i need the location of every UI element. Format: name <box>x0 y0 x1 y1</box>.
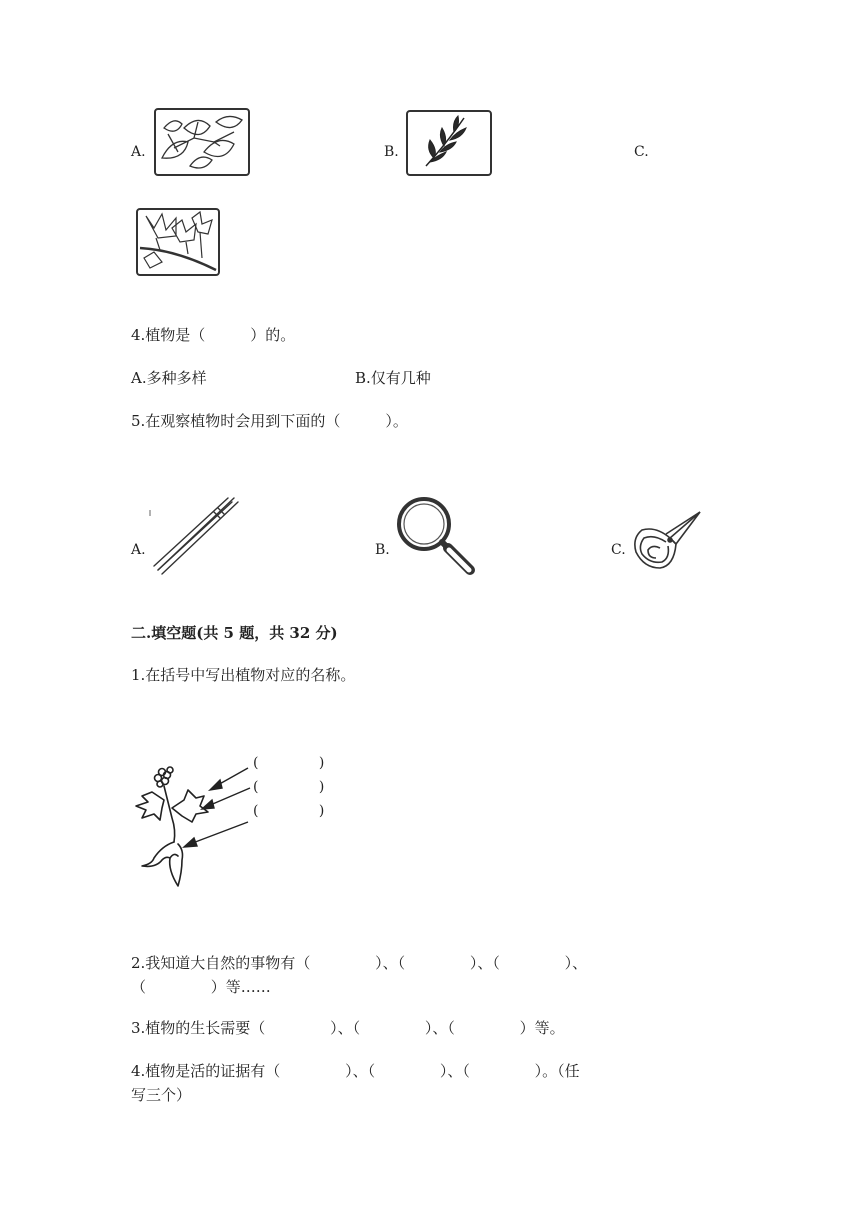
chopsticks-icon[interactable] <box>148 494 244 576</box>
fill-question-2-line-1: 2.我知道大自然的事物有（ ）、（ ）、（ ）、 <box>131 954 588 972</box>
label-arrows <box>180 762 260 852</box>
plant-label-bracket-flower[interactable]: ( ) <box>253 755 325 771</box>
leaf-image-b[interactable] <box>406 110 492 176</box>
leaf-image-a[interactable] <box>154 108 250 176</box>
fill-question-2-line-2: （ ）等…… <box>131 978 271 996</box>
plant-label-bracket-leaf[interactable]: ( ) <box>253 779 325 795</box>
fill-question-4-line-1: 4.植物是活的证据有（ ）、（ ）、（ ）。（任 <box>131 1062 580 1080</box>
magnifying-glass-icon[interactable] <box>394 494 478 578</box>
question-5-option-a-label: A. <box>131 542 146 558</box>
question-4-option-a[interactable]: A.多种多样 <box>131 369 207 387</box>
question-5-stem: 5.在观察植物时会用到下面的（ ）。 <box>131 412 408 430</box>
question-5-option-c-label: C. <box>611 542 626 558</box>
option-b-label: B. <box>384 144 399 160</box>
plant-label-bracket-root[interactable]: ( ) <box>253 803 325 819</box>
fill-question-3: 3.植物的生长需要（ ）、（ ）、（ ）等。 <box>131 1019 565 1037</box>
question-5-option-b-label: B. <box>375 542 390 558</box>
fill-question-1-stem: 1.在括号中写出植物对应的名称。 <box>131 666 356 684</box>
section-2-title: 二.填空题(共 5 题，共 32 分) <box>131 624 338 642</box>
option-a-label: A. <box>131 144 146 160</box>
question-4-option-b[interactable]: B.仅有几种 <box>355 369 431 387</box>
fill-question-4-line-2: 写三个） <box>131 1086 192 1104</box>
scissors-icon[interactable] <box>630 508 704 576</box>
option-c-label: C. <box>634 144 649 160</box>
question-4-stem: 4.植物是（ ）的。 <box>131 326 296 344</box>
leaf-image-c[interactable] <box>136 208 220 276</box>
